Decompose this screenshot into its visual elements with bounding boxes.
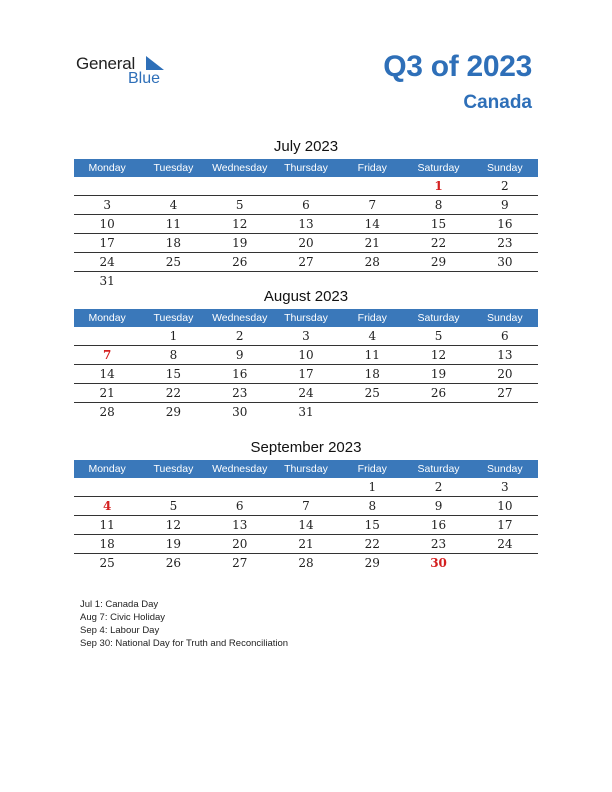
day-cell: 27 <box>273 253 339 272</box>
month-july <box>74 136 538 290</box>
logo-text-general: General <box>76 54 136 73</box>
day-cell: 11 <box>74 516 140 535</box>
month-september <box>74 437 538 572</box>
empty-day-cell <box>74 327 140 346</box>
day-cell: 24 <box>273 384 339 403</box>
weekday-header: Monday <box>74 460 140 478</box>
day-cell: 13 <box>207 516 273 535</box>
day-cell: 30 <box>232 405 248 419</box>
week-row <box>74 365 538 384</box>
day-cell: 17 <box>74 234 140 253</box>
empty-day-cell <box>405 403 471 422</box>
day-cell: 26 <box>405 384 471 403</box>
day-cell: 22 <box>405 234 471 253</box>
day-cell: 17 <box>273 365 339 384</box>
weekday-header: Friday <box>339 159 405 177</box>
weekday-header: Wednesday <box>207 159 273 177</box>
day-cell: 10 <box>472 497 538 516</box>
day-cell: 16 <box>472 215 538 234</box>
calendar-table <box>74 309 538 421</box>
week-row <box>74 403 538 422</box>
weekday-header: Thursday <box>273 460 339 478</box>
weekday-header: Sunday <box>472 309 538 327</box>
weekday-header: Thursday <box>273 159 339 177</box>
day-cell: 19 <box>140 535 206 554</box>
day-cell: 4 <box>140 196 206 215</box>
logo <box>76 52 186 92</box>
empty-day-cell <box>273 478 339 497</box>
day-cell: 20 <box>472 365 538 384</box>
empty-day-cell <box>472 403 538 422</box>
country-name: Canada <box>463 92 532 113</box>
empty-day-cell <box>207 478 273 497</box>
weekday-header: Wednesday <box>207 309 273 327</box>
day-cell: 13 <box>273 215 339 234</box>
weekday-header: Saturday <box>405 460 471 478</box>
weekday-header: Tuesday <box>140 460 206 478</box>
day-cell: 9 <box>405 497 471 516</box>
day-cell: 21 <box>273 535 339 554</box>
empty-day-cell <box>140 177 206 196</box>
weekday-header: Friday <box>339 460 405 478</box>
day-cell: 10 <box>74 215 140 234</box>
day-cell: 20 <box>273 234 339 253</box>
day-cell: 6 <box>207 497 273 516</box>
calendar-table <box>74 460 538 572</box>
day-cell: 26 <box>207 253 273 272</box>
day-cell: 21 <box>339 234 405 253</box>
day-cell: 14 <box>74 365 140 384</box>
day-cell: 24 <box>74 253 140 272</box>
day-cell: 18 <box>140 234 206 253</box>
weekday-header: Monday <box>74 309 140 327</box>
day-cell: 25 <box>99 556 115 570</box>
day-cell: 8 <box>339 497 405 516</box>
week-row <box>74 196 538 215</box>
week-row <box>74 384 538 403</box>
day-cell: 18 <box>339 365 405 384</box>
week-row <box>74 478 538 497</box>
week-row <box>74 253 538 272</box>
empty-day-cell <box>74 478 140 497</box>
day-cell: 14 <box>273 516 339 535</box>
day-cell: 7 <box>273 497 339 516</box>
weekday-header: Saturday <box>405 309 471 327</box>
empty-day-cell <box>273 177 339 196</box>
weekday-header: Tuesday <box>140 159 206 177</box>
day-cell: 19 <box>405 365 471 384</box>
month-title: July 2023 <box>273 138 339 155</box>
day-cell: 3 <box>472 478 538 497</box>
weekday-header: Saturday <box>405 159 471 177</box>
calendar-table <box>74 159 538 290</box>
day-cell: 23 <box>472 234 538 253</box>
day-cell: 25 <box>140 253 206 272</box>
day-cell: 29 <box>405 253 471 272</box>
day-cell: 15 <box>405 215 471 234</box>
day-cell: 24 <box>472 535 538 554</box>
day-cell: 21 <box>74 384 140 403</box>
day-cell: 7 <box>74 346 140 365</box>
day-cell: 2 <box>207 327 273 346</box>
day-cell: 30 <box>430 556 447 570</box>
day-cell: 4 <box>74 497 140 516</box>
week-row <box>74 234 538 253</box>
day-cell: 28 <box>339 253 405 272</box>
weekday-header: Wednesday <box>207 460 273 478</box>
day-cell: 1 <box>140 327 206 346</box>
quarter-title: Q3 of 2023 <box>383 50 532 83</box>
day-cell: 8 <box>140 346 206 365</box>
day-cell: 28 <box>99 405 115 419</box>
week-row <box>74 177 538 196</box>
day-cell: 5 <box>140 497 206 516</box>
weekday-header: Sunday <box>472 159 538 177</box>
empty-day-cell <box>74 177 140 196</box>
day-cell: 9 <box>207 346 273 365</box>
day-cell: 18 <box>74 535 140 554</box>
week-row <box>74 215 538 234</box>
weekday-header: Sunday <box>472 460 538 478</box>
day-cell: 22 <box>140 384 206 403</box>
day-cell: 7 <box>339 196 405 215</box>
day-cell: 14 <box>339 215 405 234</box>
day-cell: 8 <box>405 196 471 215</box>
week-row <box>74 554 538 573</box>
day-cell: 1 <box>339 478 405 497</box>
day-cell: 10 <box>273 346 339 365</box>
day-cell: 2 <box>472 177 538 196</box>
day-cell: 17 <box>472 516 538 535</box>
empty-day-cell <box>140 478 206 497</box>
day-cell: 19 <box>207 234 273 253</box>
day-cell: 1 <box>405 177 471 196</box>
empty-day-cell <box>339 403 405 422</box>
weekday-header: Tuesday <box>140 309 206 327</box>
day-cell: 12 <box>207 215 273 234</box>
day-cell: 16 <box>405 516 471 535</box>
day-cell: 4 <box>339 327 405 346</box>
day-cell: 23 <box>405 535 471 554</box>
day-cell: 26 <box>165 556 182 570</box>
day-cell: 11 <box>339 346 405 365</box>
day-cell: 28 <box>298 556 314 570</box>
day-cell: 12 <box>140 516 206 535</box>
day-cell: 31 <box>99 274 115 288</box>
day-cell: 16 <box>207 365 273 384</box>
holiday-list <box>80 598 288 650</box>
day-cell: 29 <box>165 405 182 419</box>
day-cell: 27 <box>232 556 248 570</box>
day-cell: 25 <box>339 384 405 403</box>
day-cell: 15 <box>339 516 405 535</box>
weekday-header: Thursday <box>273 309 339 327</box>
day-cell: 27 <box>472 384 538 403</box>
day-cell: 6 <box>472 327 538 346</box>
day-cell: 5 <box>207 196 273 215</box>
week-row <box>74 346 538 365</box>
day-cell: 2 <box>405 478 471 497</box>
weekday-header: Monday <box>74 159 140 177</box>
empty-day-cell <box>207 177 273 196</box>
week-row <box>74 327 538 346</box>
day-cell: 13 <box>472 346 538 365</box>
day-cell: 23 <box>207 384 273 403</box>
day-cell: 6 <box>273 196 339 215</box>
day-cell: 9 <box>472 196 538 215</box>
month-august <box>74 286 538 421</box>
day-cell: 29 <box>364 556 380 570</box>
holiday-item: Aug 7: Civic Holiday <box>80 612 166 623</box>
day-cell: 15 <box>140 365 206 384</box>
day-cell: 5 <box>405 327 471 346</box>
month-title: August 2023 <box>263 288 349 305</box>
holiday-item: Jul 1: Canada Day <box>80 599 159 610</box>
day-cell: 3 <box>273 327 339 346</box>
weekday-header: Friday <box>339 309 405 327</box>
holiday-item: Sep 30: National Day for Truth and Reconciliation <box>80 638 289 649</box>
empty-day-cell <box>472 554 538 573</box>
week-row <box>74 516 538 535</box>
month-title: September 2023 <box>250 439 362 456</box>
day-cell: 11 <box>140 215 206 234</box>
day-cell: 30 <box>472 253 538 272</box>
day-cell: 31 <box>298 405 314 419</box>
day-cell: 12 <box>405 346 471 365</box>
day-cell: 22 <box>339 535 405 554</box>
logo-text-blue: Blue <box>128 70 161 87</box>
day-cell: 20 <box>207 535 273 554</box>
empty-day-cell <box>339 177 405 196</box>
week-row <box>74 535 538 554</box>
holiday-item: Sep 4: Labour Day <box>80 625 160 636</box>
week-row <box>74 497 538 516</box>
day-cell: 3 <box>74 196 140 215</box>
